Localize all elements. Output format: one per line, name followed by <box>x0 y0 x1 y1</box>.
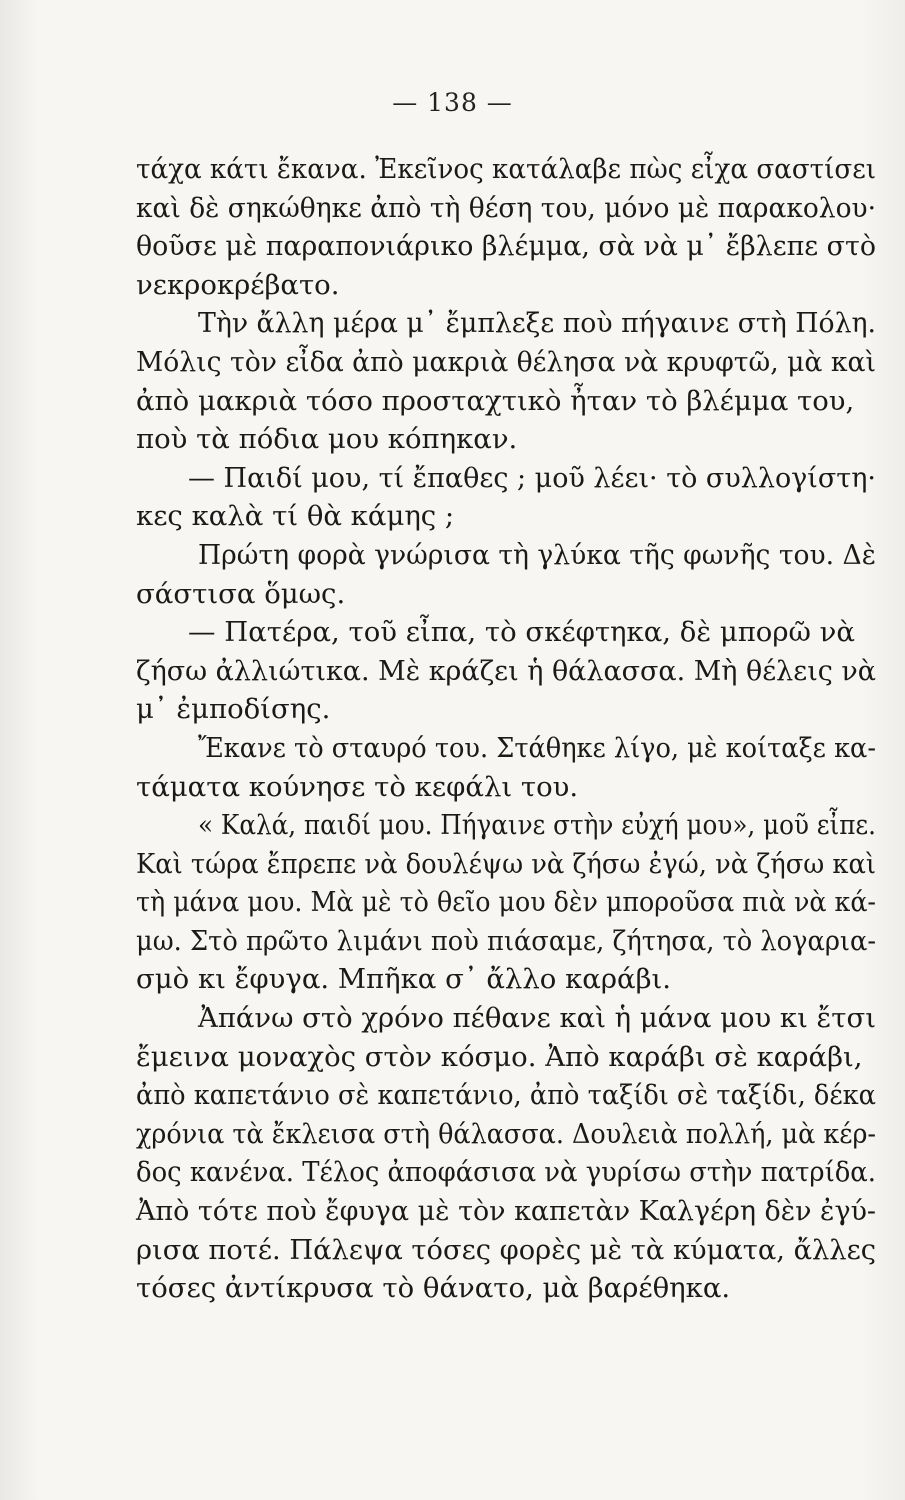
text-line: μω. Στὸ πρῶτο λιμάνι ποὺ πιάσαμε, ζήτησα, τὸ λογαρια- <box>136 924 877 957</box>
text-line: κες καλὰ τί θὰ κάμης ; <box>136 500 455 533</box>
text-line: Καὶ τώρα ἔπρεπε νὰ δουλέψω νὰ ζήσω ἐγώ, νὰ ζήσω καὶ <box>136 847 876 880</box>
text-line: — Παιδί μου, τί ἔπαθες ; μοῦ λέει· τὸ συλλογίστη· <box>188 461 876 494</box>
text-line: Ἔκανε τὸ σταυρό του. Στάθηκε λίγο, μὲ κοίταξε κα- <box>198 731 877 764</box>
text-line: δος κανένα. Τέλος ἀποφάσισα νὰ γυρίσω στὴν πατρίδα. <box>136 1156 876 1189</box>
text-line: ἀπὸ καπετάνιο σὲ καπετάνιο, ἀπὸ ταξίδι σὲ ταξίδι, δέκα <box>136 1079 876 1112</box>
text-line: ἔμεινα μοναχὸς στὸν κόσμο. Ἀπὸ καράβι σὲ καράβι, <box>136 1040 863 1073</box>
text-line: νεκροκρέβατο. <box>136 268 340 301</box>
text-line: τόσες ἀντίκρυσα τὸ θάνατο, μὰ βαρέθηκα. <box>136 1272 731 1305</box>
text-line: σμὸ κι ἔφυγα. Μπῆκα σ᾿ ἄλλο καράβι. <box>136 963 671 996</box>
text-line: ἀπὸ μακριὰ τόσο προσταχτικὸ ἦταν τὸ βλέμμα του, <box>136 384 855 417</box>
text-line: θοῦσε μὲ παραπονιάρικο βλέμμα, σὰ νὰ μ᾿ ἔβλεπε στὸ <box>136 230 876 263</box>
body-text <box>136 150 876 1308</box>
text-line: τάχα κάτι ἔκανα. Ἐκεῖνος κατάλαβε πὼς εἶχα σαστίσει <box>136 153 877 185</box>
text-line: Ἀπὸ τότε ποὺ ἔφυγα μὲ τὸν καπετὰν Καλγέρη δὲν ἐγύ- <box>136 1195 877 1228</box>
text-line: τάματα κούνησε τὸ κεφάλι του. <box>136 770 579 803</box>
text-line: μ᾿ ἐμποδίσης. <box>136 693 331 726</box>
text-line: ρισα ποτέ. Πάλεψα τόσες φορὲς μὲ τὰ κύματα, ἄλλες <box>136 1233 877 1266</box>
text-line: καὶ δὲ σηκώθηκε ἀπὸ τὴ θέση του, μόνο μὲ παρακολου· <box>136 191 877 224</box>
text-line: χρόνια τὰ ἔκλεισα στὴ θάλασσα. Δουλειὰ πολλή, μὰ κέρ- <box>136 1117 877 1150</box>
text-line: — Πατέρα, τοῦ εἶπα, τὸ σκέφτηκα, δὲ μπορῶ νὰ <box>188 616 855 649</box>
text-line: τὴ μάνα μου. Μὰ μὲ τὸ θεῖο μου δὲν μποροῦσα πιὰ νὰ κά- <box>136 886 876 919</box>
text-line: ποὺ τὰ πόδια μου κόπηκαν. <box>136 423 518 456</box>
text-line: « Καλά, παιδί μου. Πήγαινε στὴν εὐχή μου», μοῦ εἶπε. <box>198 809 877 842</box>
page-number: — 138 — <box>392 88 513 117</box>
text-line: Τὴν ἄλλη μέρα μ᾿ ἔμπλεξε ποὺ πήγαινε στὴ Πόλη. <box>198 307 877 340</box>
text-line: Πρώτη φορὰ γνώρισα τὴ γλύκα τῆς φωνῆς του. Δὲ <box>198 538 876 571</box>
text-line: Ἀπάνω στὸ χρόνο πέθανε καὶ ἡ μάνα μου κι ἔτσι <box>198 1002 876 1035</box>
text-line: ζήσω ἀλλιώτικα. Μὲ κράζει ἡ θάλασσα. Μὴ θέλεις νὰ <box>136 654 876 687</box>
text-line: σάστισα ὅμως. <box>136 577 346 610</box>
text-line: Μόλις τὸν εἶδα ἀπὸ μακριὰ θέλησα νὰ κρυφτῶ, μὰ καὶ <box>136 345 876 378</box>
